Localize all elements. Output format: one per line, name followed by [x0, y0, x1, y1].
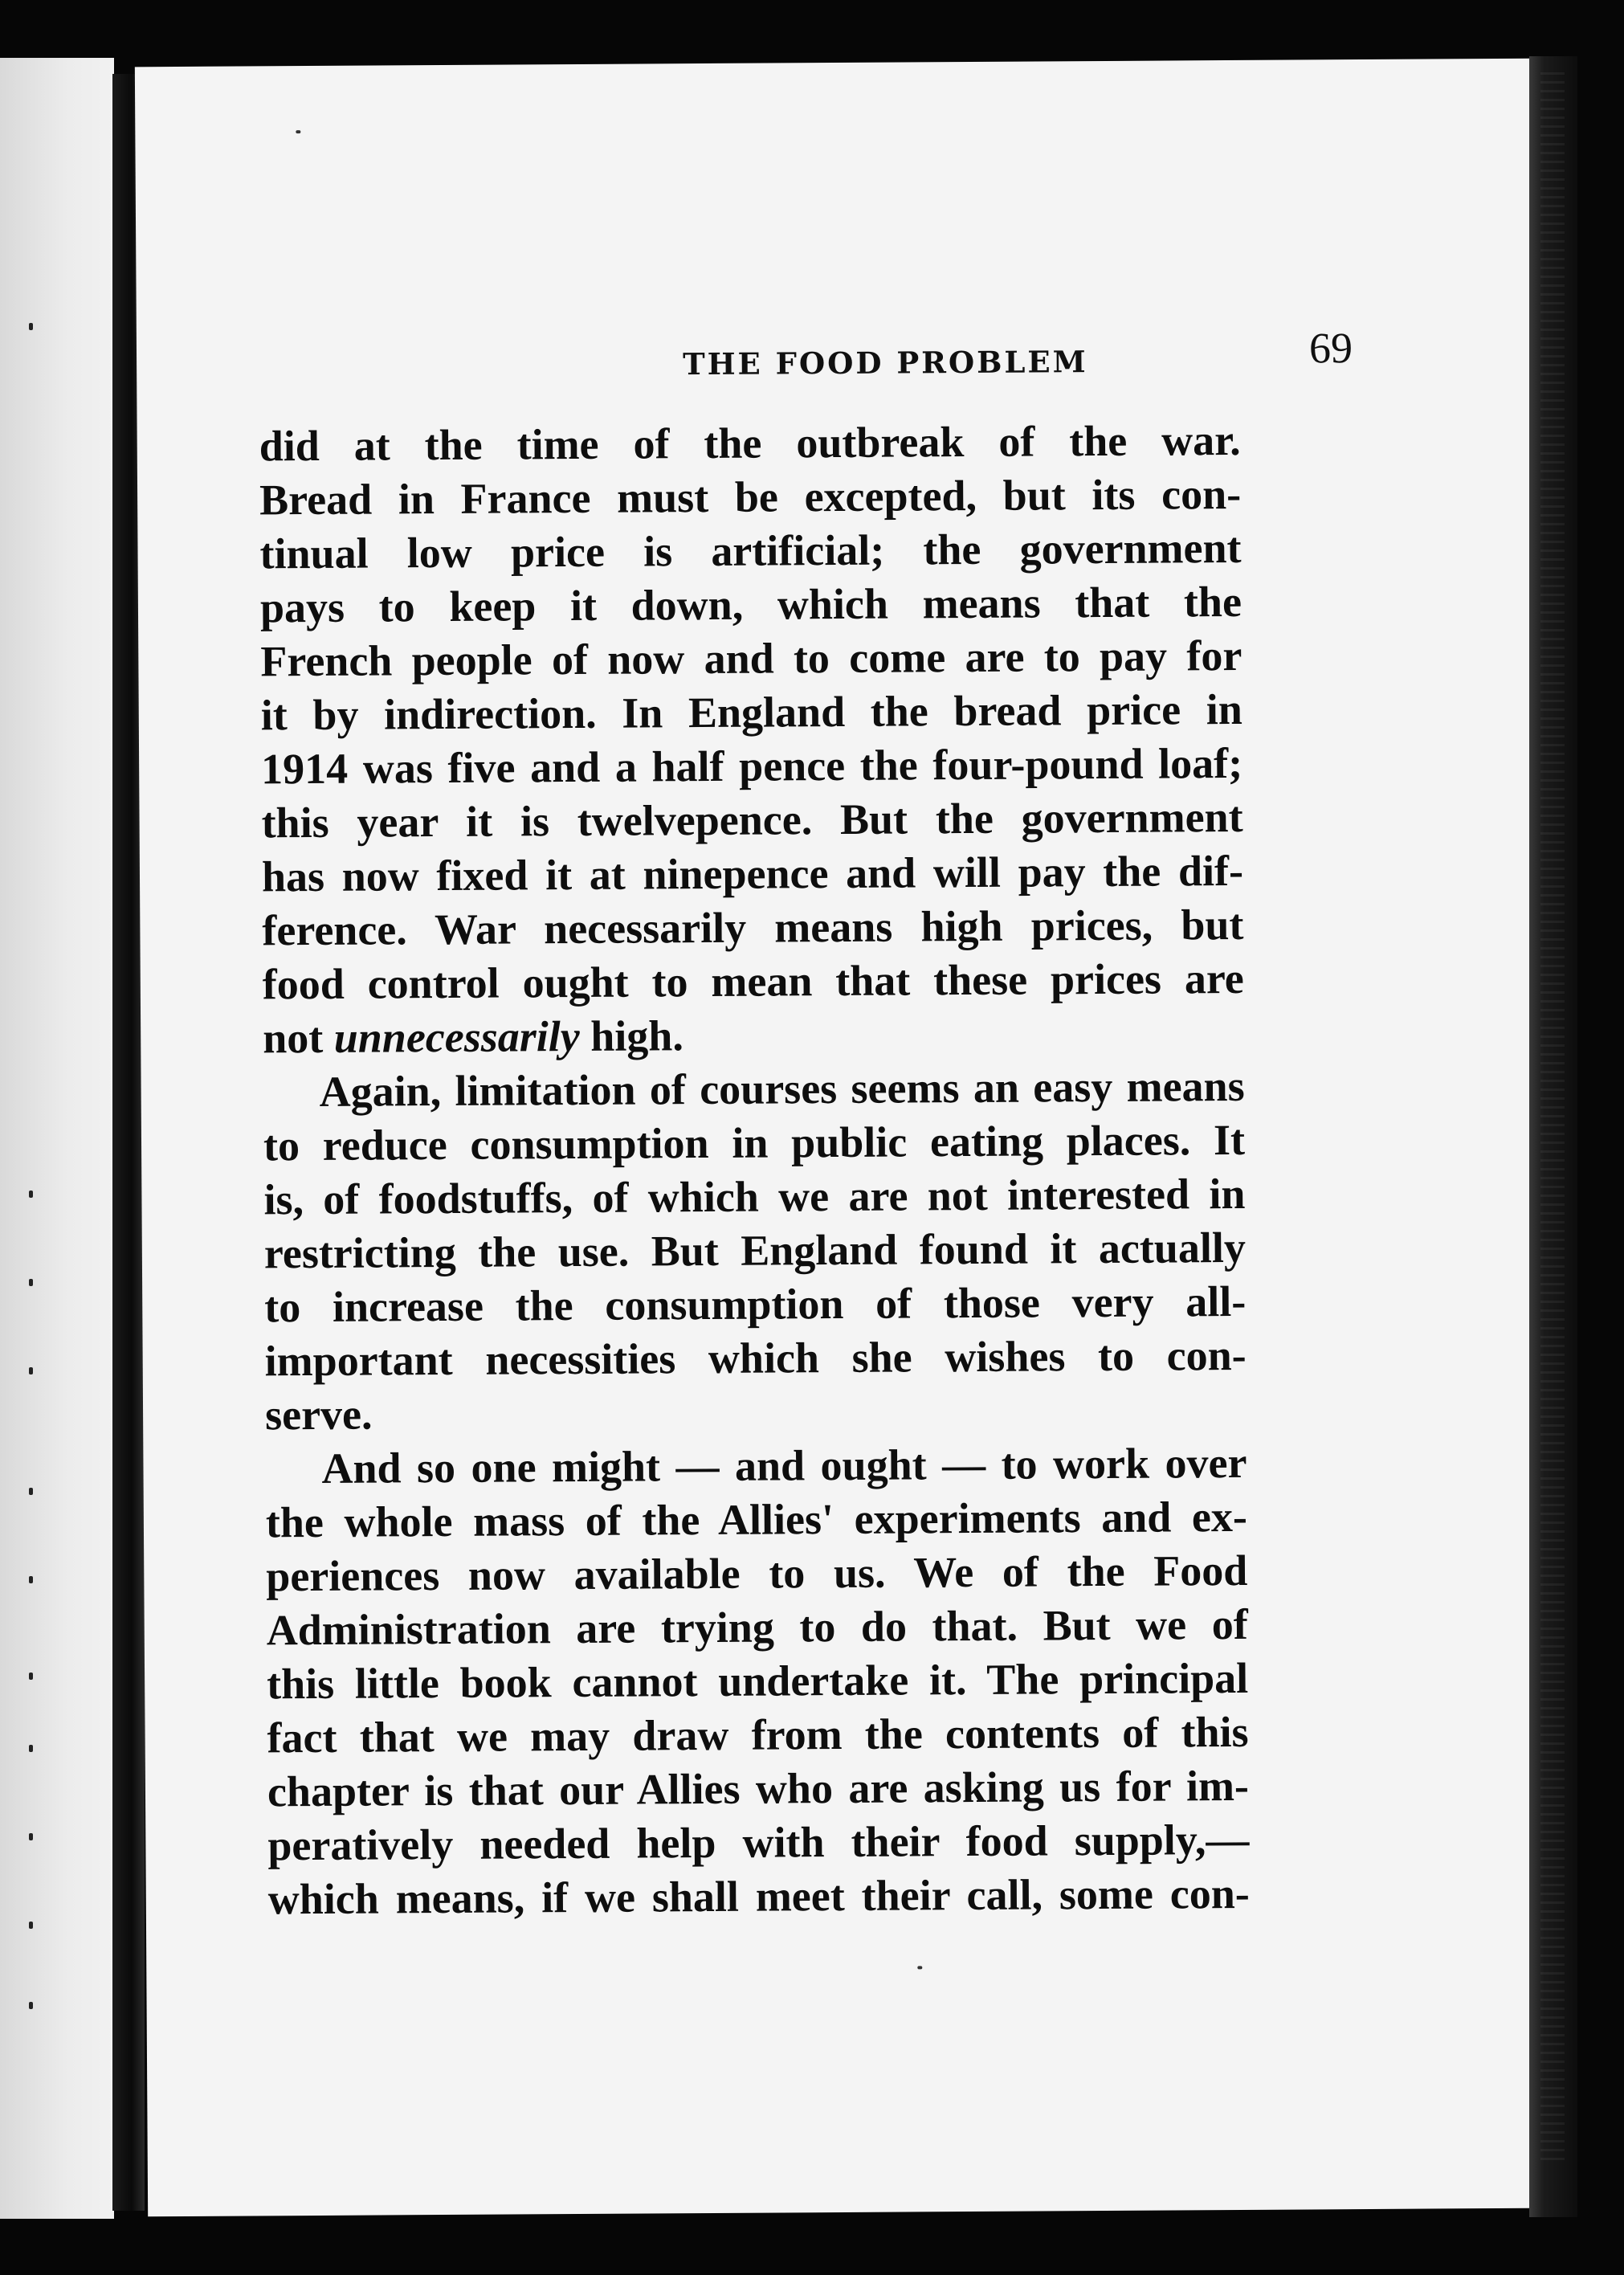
text-line: periences now available to us. We of the Food: [266, 1546, 1248, 1601]
facing-page-edge: [0, 58, 114, 2219]
text-line: tinual low price is artificial; the government: [259, 523, 1242, 578]
text-fragment: not: [263, 1013, 334, 1063]
text-line: important necessities which she wishes to con-: [264, 1330, 1247, 1386]
page-header: [554, 308, 1358, 394]
text-line: peratively needed help with their food supply,—: [267, 1815, 1250, 1870]
text-line: to reduce consumption in public eating places. It: [263, 1115, 1246, 1170]
text-line: it by indirection. In England the bread price in: [260, 684, 1242, 740]
paragraph-3: [265, 1436, 1250, 1926]
running-head: THE FOOD PROBLEM: [682, 344, 1088, 382]
text-line: did at the time of the outbreak of the war.: [259, 415, 1241, 471]
text-line: serve.: [264, 1390, 373, 1440]
book-page: [135, 59, 1544, 2217]
paper-speck: [917, 1966, 922, 1969]
text-line: Again, limitation of courses seems an easy means: [319, 1061, 1245, 1116]
page-number: 69: [1308, 324, 1353, 373]
text-line: fact that we may draw from the contents of this: [267, 1707, 1249, 1762]
text-line: food control ought to mean that these prices are: [262, 954, 1244, 1009]
text-line: ference. War necessarily means high prices, but: [262, 900, 1244, 955]
text-line: pays to keep it down, which means that the: [259, 577, 1242, 632]
text-fragment: high.: [579, 1011, 684, 1060]
facing-page-text-fragments: [29, 323, 37, 2010]
text-line: to increase the consumption of those very all-: [264, 1276, 1247, 1332]
text-line: restricting the use. But England found it actually: [263, 1223, 1247, 1278]
emphasis-text: unnecessarily: [333, 1011, 580, 1062]
text-line: is, of foodstuffs, of which we are not interested in: [263, 1169, 1246, 1224]
text-line: chapter is that our Allies who are asking us for im-: [267, 1761, 1250, 1816]
text-line-final: [263, 1006, 1244, 1065]
paragraph-2: [263, 1060, 1247, 1442]
page-edge-texture: [1540, 72, 1565, 2161]
text-line: French people of now and to come are to pay for: [260, 631, 1242, 686]
text-line: which means, if we shall meet their call, some con-: [267, 1869, 1250, 1924]
text-line: Bread in France must be excepted, but its con-: [259, 469, 1242, 525]
paragraph-1: [259, 414, 1245, 1065]
text-line: this little book cannot undertake it. The principal: [266, 1653, 1249, 1709]
text-line: this year it is twelvepence. But the government: [261, 792, 1243, 848]
text-line: has now fixed it at ninepence and will pay the dif-: [261, 846, 1244, 901]
text-line: And so one might — and ought — to work over: [321, 1438, 1247, 1493]
text-line: Administration are trying to do that. But we of: [266, 1599, 1248, 1655]
text-line: the whole mass of the Allies' experiments and ex-: [265, 1492, 1248, 1547]
text-line: 1914 was five and a half pence the four-pound loaf;: [261, 738, 1243, 794]
paper-speck: [296, 130, 300, 133]
body-text: [259, 414, 1250, 1926]
